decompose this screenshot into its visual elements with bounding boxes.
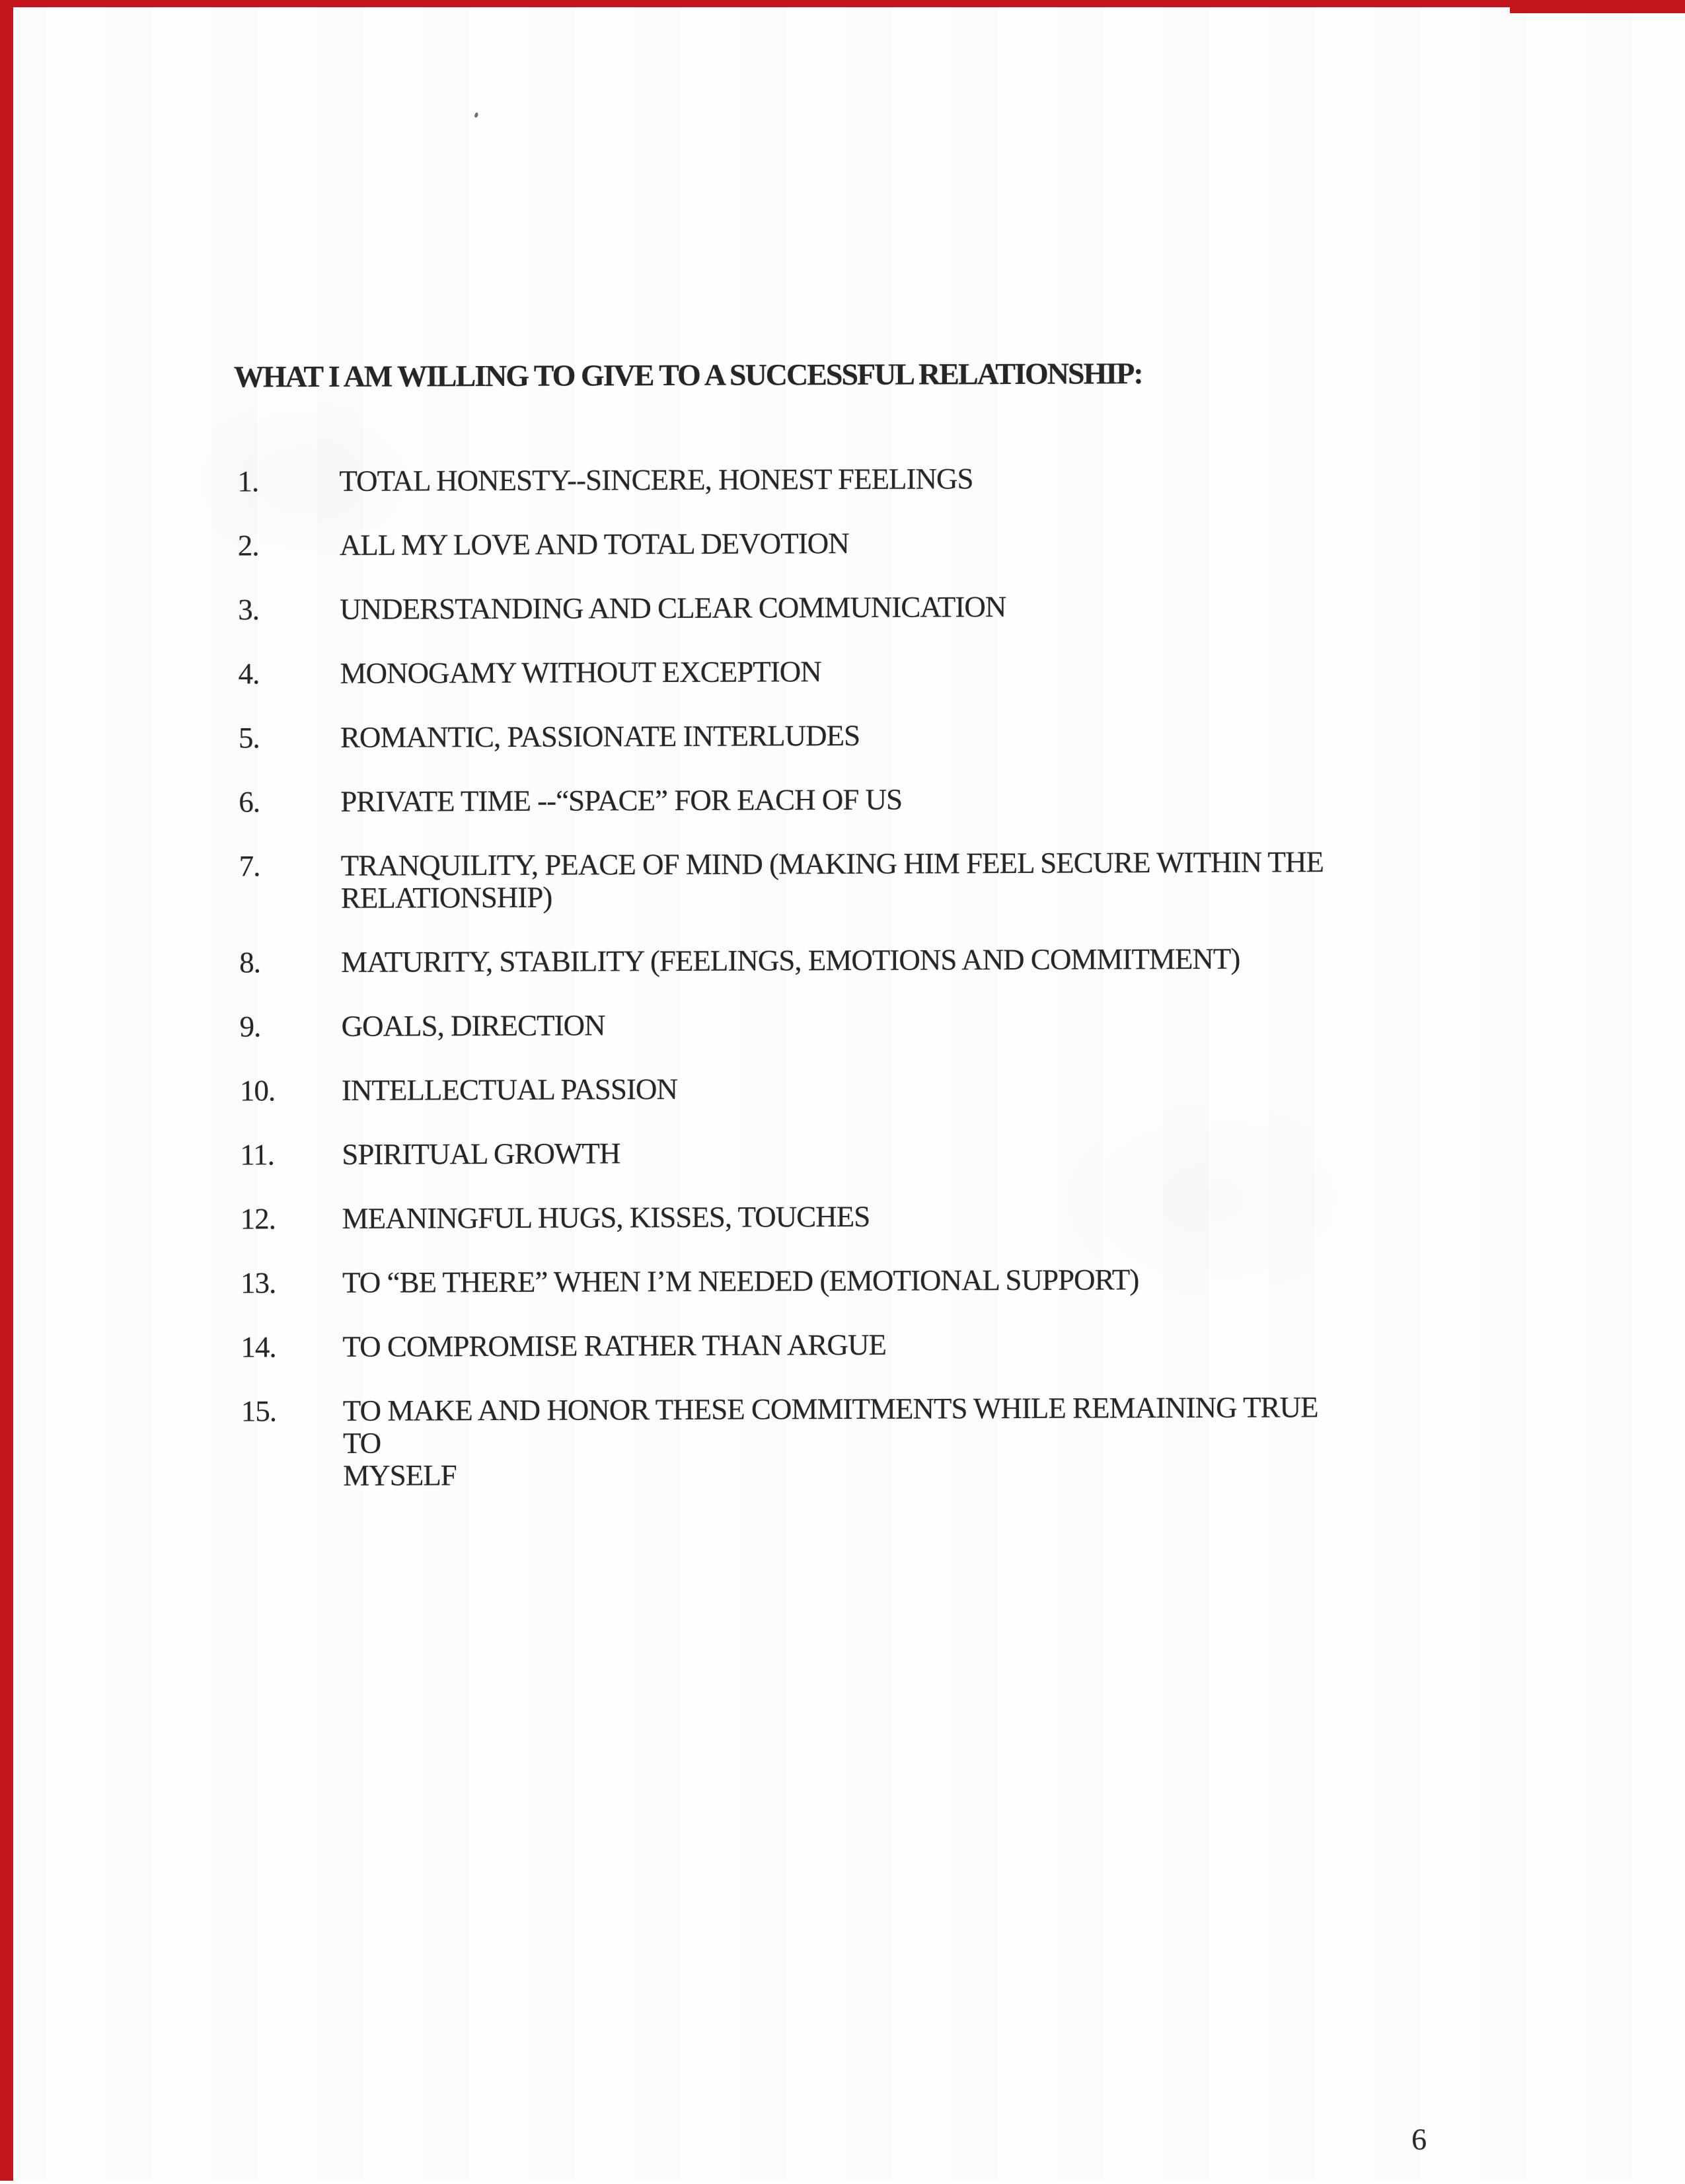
list-item-text: GOALS, DIRECTION bbox=[341, 1008, 605, 1043]
list-item bbox=[239, 846, 1349, 915]
list-item-text: TO COMPROMISE RATHER THAN ARGUE bbox=[342, 1328, 887, 1363]
list-item-number: 10. bbox=[239, 1074, 276, 1108]
list-item-number: 15. bbox=[241, 1394, 277, 1428]
document-title: WHAT I AM WILLING TO GIVE TO A SUCCESSFUL RELATIONSHIP: bbox=[233, 356, 1142, 394]
list-item bbox=[239, 942, 1349, 979]
list-item-number: 8. bbox=[239, 946, 261, 979]
list-item-text: ROMANTIC, PASSIONATE INTERLUDES bbox=[340, 718, 860, 754]
list-item bbox=[241, 1391, 1352, 1492]
list-item bbox=[241, 1263, 1351, 1299]
list-item bbox=[240, 1135, 1350, 1171]
list-item-text: TO MAKE AND HONOR THESE COMMITMENTS WHILE REMAINING TRUE TO MYSELF bbox=[342, 1390, 1318, 1492]
numbered-list bbox=[237, 461, 1351, 1524]
list-item-text: PRIVATE TIME --“SPACE” FOR EACH OF US bbox=[340, 782, 903, 818]
list-item-number: 4. bbox=[238, 657, 260, 691]
list-item bbox=[240, 1071, 1350, 1107]
list-item-number: 2. bbox=[237, 529, 259, 562]
list-item-text: TO “BE THERE” WHEN I’M NEEDED (EMOTIONAL SUPPORT) bbox=[342, 1263, 1139, 1299]
list-item-number: 7. bbox=[239, 849, 260, 883]
list-item-text: MATURITY, STABILITY (FEELINGS, EMOTIONS AND COMMITMENT) bbox=[341, 942, 1240, 979]
list-item bbox=[239, 782, 1349, 818]
list-item bbox=[238, 525, 1348, 562]
list-item-number: 6. bbox=[239, 785, 260, 819]
list-item-text: INTELLECTUAL PASSION bbox=[341, 1072, 678, 1107]
list-item-text: ALL MY LOVE AND TOTAL DEVOTION bbox=[339, 526, 849, 562]
list-item-text: SPIRITUAL GROWTH bbox=[342, 1137, 620, 1171]
list-item-text: MEANINGFUL HUGS, KISSES, TOUCHES bbox=[342, 1199, 870, 1235]
list-item-text: TRANQUILITY, PEACE OF MIND (MAKING HIM FEEL SECURE WITHIN THE RELATIONSHIP) bbox=[340, 845, 1324, 915]
list-item-number: 1. bbox=[237, 465, 259, 498]
list-item-number: 14. bbox=[241, 1330, 276, 1364]
list-item-text: MONOGAMY WITHOUT EXCEPTION bbox=[340, 655, 821, 690]
page-number: 6 bbox=[1411, 2122, 1427, 2156]
list-item-number: 11. bbox=[240, 1138, 275, 1172]
list-item bbox=[241, 1327, 1351, 1363]
list-item-text: UNDERSTANDING AND CLEAR COMMUNICATION bbox=[340, 590, 1006, 626]
list-item-text: TOTAL HONESTY--SINCERE, HONEST FEELINGS bbox=[339, 462, 973, 498]
list-item bbox=[241, 1199, 1351, 1235]
list-item bbox=[238, 589, 1348, 626]
list-item bbox=[239, 718, 1349, 754]
list-item-number: 5. bbox=[238, 721, 260, 755]
list-item-number: 9. bbox=[239, 1010, 261, 1043]
list-item bbox=[238, 654, 1348, 690]
ink-speck bbox=[474, 112, 478, 118]
list-item-number: 3. bbox=[238, 593, 260, 626]
list-item-number: 12. bbox=[240, 1202, 276, 1236]
list-item bbox=[240, 1006, 1350, 1043]
list-item bbox=[237, 461, 1347, 498]
list-item-number: 13. bbox=[241, 1266, 276, 1300]
